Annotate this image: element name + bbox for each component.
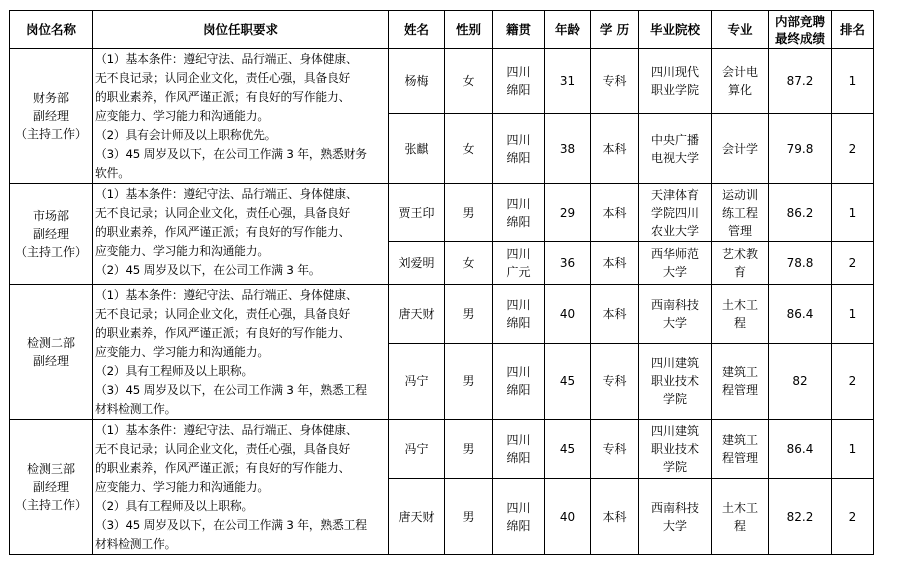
origin-header: 籍贯: [493, 11, 545, 49]
requirements-header: 岗位任职要求: [93, 11, 389, 49]
candidate-origin: 四川 广元: [493, 242, 545, 285]
candidate-major: 土木工 程: [712, 285, 769, 344]
candidate-name: 冯宁: [389, 343, 445, 419]
candidate-age: 36: [545, 242, 591, 285]
candidate-school: 西南科技 大学: [639, 285, 712, 344]
requirement-line: （1）基本条件：遵纪守法、品行端正、身体健康、: [95, 423, 358, 437]
requirement-line: （1）基本条件：遵纪守法、品行端正、身体健康、: [95, 52, 358, 66]
position-requirements: [93, 184, 389, 285]
position-requirements: [93, 49, 389, 184]
candidate-name: 刘爱明: [389, 242, 445, 285]
candidate-education: 本科: [591, 242, 639, 285]
position-header: 岗位名称: [10, 11, 93, 49]
table-row: [10, 49, 874, 114]
requirement-line: 软件。: [95, 166, 130, 180]
table-row: [10, 184, 874, 242]
score-header: 内部竞聘 最终成绩: [769, 11, 832, 49]
rank-header: 排名: [832, 11, 874, 49]
candidate-age: 45: [545, 343, 591, 419]
candidate-rank: 1: [832, 49, 874, 114]
age-header: 年龄: [545, 11, 591, 49]
name-header: 姓名: [389, 11, 445, 49]
candidate-education: 本科: [591, 285, 639, 344]
requirement-line: 无不良记录；认同企业文化，责任心强，具备良好: [95, 206, 351, 220]
candidate-age: 38: [545, 114, 591, 184]
candidate-major: 会计学: [712, 114, 769, 184]
candidate-age: 45: [545, 420, 591, 479]
requirement-line: 无不良记录；认同企业文化，责任心强，具备良好: [95, 307, 351, 321]
requirement-line: （2）45 周岁及以下，在公司工作满 3 年。: [95, 263, 321, 277]
candidate-rank: 1: [832, 285, 874, 344]
candidate-major: 土木工 程: [712, 479, 769, 555]
school-header: 毕业院校: [639, 11, 712, 49]
header-row: [10, 11, 874, 49]
candidate-school: 四川建筑 职业技术 学院: [639, 420, 712, 479]
candidate-education: 本科: [591, 184, 639, 242]
candidate-origin: 四川 绵阳: [493, 479, 545, 555]
candidate-results-table: [9, 10, 874, 555]
candidate-rank: 2: [832, 114, 874, 184]
requirement-line: 无不良记录；认同企业文化，责任心强，具备良好: [95, 442, 351, 456]
requirement-line: （3）45 周岁及以下，在公司工作满 3 年，熟悉财务: [95, 147, 367, 161]
candidate-gender: 男: [445, 343, 493, 419]
table-row: [10, 420, 874, 479]
candidate-school: 天津体育 学院四川 农业大学: [639, 184, 712, 242]
major-header: 专业: [712, 11, 769, 49]
candidate-major: 建筑工 程管理: [712, 343, 769, 419]
position-requirements: [93, 285, 389, 420]
candidate-name: 杨梅: [389, 49, 445, 114]
candidate-origin: 四川 绵阳: [493, 49, 545, 114]
requirement-line: 的职业素养，作风严谨正派；有良好的写作能力、: [95, 326, 351, 340]
candidate-education: 专科: [591, 420, 639, 479]
candidate-score: 78.8: [769, 242, 832, 285]
requirement-line: 材料检测工作。: [95, 402, 177, 416]
requirement-line: 应变能力、学习能力和沟通能力。: [95, 109, 269, 123]
candidate-age: 40: [545, 479, 591, 555]
requirement-line: （3）45 周岁及以下，在公司工作满 3 年，熟悉工程: [95, 518, 367, 532]
candidate-education: 专科: [591, 343, 639, 419]
education-header: 学 历: [591, 11, 639, 49]
candidate-major: 艺术教 育: [712, 242, 769, 285]
requirement-line: 无不良记录；认同企业文化，责任心强，具备良好: [95, 71, 351, 85]
candidate-major: 建筑工 程管理: [712, 420, 769, 479]
candidate-gender: 女: [445, 49, 493, 114]
candidate-origin: 四川 绵阳: [493, 420, 545, 479]
gender-header: 性别: [445, 11, 493, 49]
candidate-school: 四川建筑 职业技术 学院: [639, 343, 712, 419]
candidate-origin: 四川 绵阳: [493, 184, 545, 242]
requirement-line: 材料检测工作。: [95, 537, 177, 551]
candidate-score: 82: [769, 343, 832, 419]
requirement-line: 的职业素养，作风严谨正派；有良好的写作能力、: [95, 90, 351, 104]
candidate-gender: 女: [445, 242, 493, 285]
candidate-rank: 1: [832, 420, 874, 479]
candidate-gender: 男: [445, 184, 493, 242]
candidate-score: 79.8: [769, 114, 832, 184]
candidate-rank: 2: [832, 479, 874, 555]
requirement-line: 应变能力、学习能力和沟通能力。: [95, 244, 269, 258]
requirement-line: 的职业素养，作风严谨正派；有良好的写作能力、: [95, 461, 351, 475]
candidate-major: 运动训 练工程 管理: [712, 184, 769, 242]
candidate-name: 唐天财: [389, 479, 445, 555]
candidate-name: 冯宁: [389, 420, 445, 479]
candidate-gender: 男: [445, 285, 493, 344]
candidate-gender: 男: [445, 420, 493, 479]
candidate-education: 本科: [591, 479, 639, 555]
position-title: 市场部 副经理 （主持工作）: [10, 184, 93, 285]
requirement-line: （2）具有工程师及以上职称。: [95, 499, 254, 513]
candidate-rank: 2: [832, 343, 874, 419]
candidate-age: 29: [545, 184, 591, 242]
candidate-score: 82.2: [769, 479, 832, 555]
requirement-line: （2）具有工程师及以上职称。: [95, 364, 254, 378]
table-row: [10, 285, 874, 344]
candidate-rank: 2: [832, 242, 874, 285]
requirement-line: 的职业素养，作风严谨正派；有良好的写作能力、: [95, 225, 351, 239]
candidate-rank: 1: [832, 184, 874, 242]
candidate-school: 西华师范 大学: [639, 242, 712, 285]
candidate-score: 87.2: [769, 49, 832, 114]
requirement-line: （2）具有会计师及以上职称优先。: [95, 128, 277, 142]
candidate-gender: 男: [445, 479, 493, 555]
position-title: 财务部 副经理 （主持工作）: [10, 49, 93, 184]
candidate-age: 40: [545, 285, 591, 344]
candidate-score: 86.4: [769, 285, 832, 344]
candidate-name: 张麒: [389, 114, 445, 184]
candidate-origin: 四川 绵阳: [493, 285, 545, 344]
candidate-name: 唐天财: [389, 285, 445, 344]
candidate-origin: 四川 绵阳: [493, 343, 545, 419]
candidate-score: 86.2: [769, 184, 832, 242]
position-title: 检测二部 副经理: [10, 285, 93, 420]
candidate-school: 四川现代 职业学院: [639, 49, 712, 114]
candidate-age: 31: [545, 49, 591, 114]
requirement-line: 应变能力、学习能力和沟通能力。: [95, 345, 269, 359]
candidate-gender: 女: [445, 114, 493, 184]
requirement-line: （1）基本条件：遵纪守法、品行端正、身体健康、: [95, 187, 358, 201]
candidate-name: 贾王印: [389, 184, 445, 242]
candidate-school: 西南科技 大学: [639, 479, 712, 555]
candidate-score: 86.4: [769, 420, 832, 479]
position-title: 检测三部 副经理 （主持工作）: [10, 420, 93, 555]
candidate-school: 中央广播 电视大学: [639, 114, 712, 184]
position-requirements: [93, 420, 389, 555]
candidate-major: 会计电 算化: [712, 49, 769, 114]
candidate-education: 本科: [591, 114, 639, 184]
requirement-line: （1）基本条件：遵纪守法、品行端正、身体健康、: [95, 288, 358, 302]
candidate-origin: 四川 绵阳: [493, 114, 545, 184]
requirement-line: 应变能力、学习能力和沟通能力。: [95, 480, 269, 494]
candidate-education: 专科: [591, 49, 639, 114]
requirement-line: （3）45 周岁及以下，在公司工作满 3 年，熟悉工程: [95, 383, 367, 397]
